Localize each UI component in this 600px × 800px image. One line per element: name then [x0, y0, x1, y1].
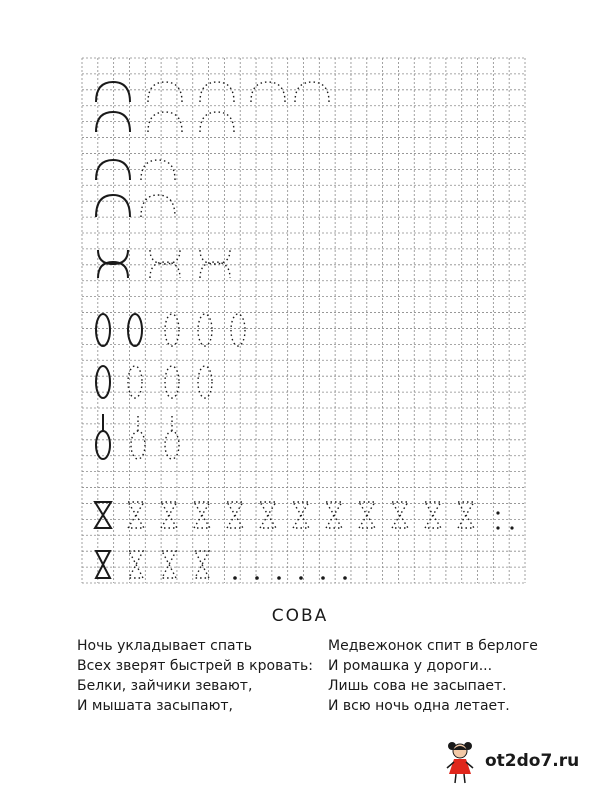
hourglass-shape [260, 502, 276, 528]
hourglass-shape [458, 502, 474, 528]
hourglass-shape [96, 551, 110, 578]
hourglass-shape [194, 502, 210, 528]
hourglass-shape [162, 551, 176, 578]
poem-line: И всю ночь одна летает. [328, 698, 510, 714]
arch-shape [200, 112, 234, 132]
arch-shape [200, 82, 234, 102]
poem-line: И ромашка у дороги... [328, 658, 493, 674]
hourglass-shape [195, 551, 209, 578]
hourglass-shape [95, 502, 111, 528]
arch-shape [96, 112, 130, 132]
poem-line: Медвежонок спит в берлоге [328, 638, 538, 654]
arch-shape [295, 82, 329, 102]
dot [496, 526, 499, 529]
dot [233, 576, 237, 580]
poem-line: Лишь сова не засыпает. [328, 678, 507, 694]
hourglass-shape [128, 502, 144, 528]
oval-shape [231, 314, 245, 346]
dot [255, 576, 259, 580]
poem-title: СОВА [271, 606, 329, 626]
dot [299, 576, 303, 580]
hourglass-shape [293, 502, 309, 528]
poem-line: Всех зверят быстрей в кровать: [77, 658, 314, 674]
poem-line: Белки, зайчики зевают, [77, 678, 253, 694]
dot [277, 576, 281, 580]
poem-line: Ночь укладывает спать [77, 638, 252, 654]
girl-with-red-dress-icon [440, 738, 480, 786]
arch-shape [96, 195, 130, 217]
arch-shape [141, 195, 175, 217]
poem-line: И мышата засыпают, [77, 698, 234, 714]
hourglass-shape [129, 551, 143, 578]
dot [496, 511, 499, 514]
site-url: ot2do7.ru [485, 751, 580, 771]
oval-shape [128, 366, 142, 398]
bowl-shape [150, 250, 180, 264]
dotted-grid [82, 58, 525, 583]
dot [321, 576, 325, 580]
dot [510, 526, 513, 529]
bowl-shape [200, 250, 230, 264]
oval-shape [198, 366, 212, 398]
oval-shape [198, 314, 212, 346]
hourglass-shape [392, 502, 408, 528]
hourglass-shape [326, 502, 342, 528]
poem-left-column [77, 636, 313, 716]
arch-shape [96, 82, 130, 102]
arch-shape [96, 160, 130, 180]
hourglass-shape [359, 502, 375, 528]
hourglass-shape [161, 502, 177, 528]
oval-shape [128, 314, 142, 346]
tracing-shapes [95, 82, 514, 580]
spoon-shape [131, 431, 145, 459]
arch-shape [141, 160, 175, 180]
spoon-shape [96, 431, 110, 459]
hourglass-shape [425, 502, 441, 528]
poem-right-column [328, 636, 538, 716]
dot [343, 576, 347, 580]
